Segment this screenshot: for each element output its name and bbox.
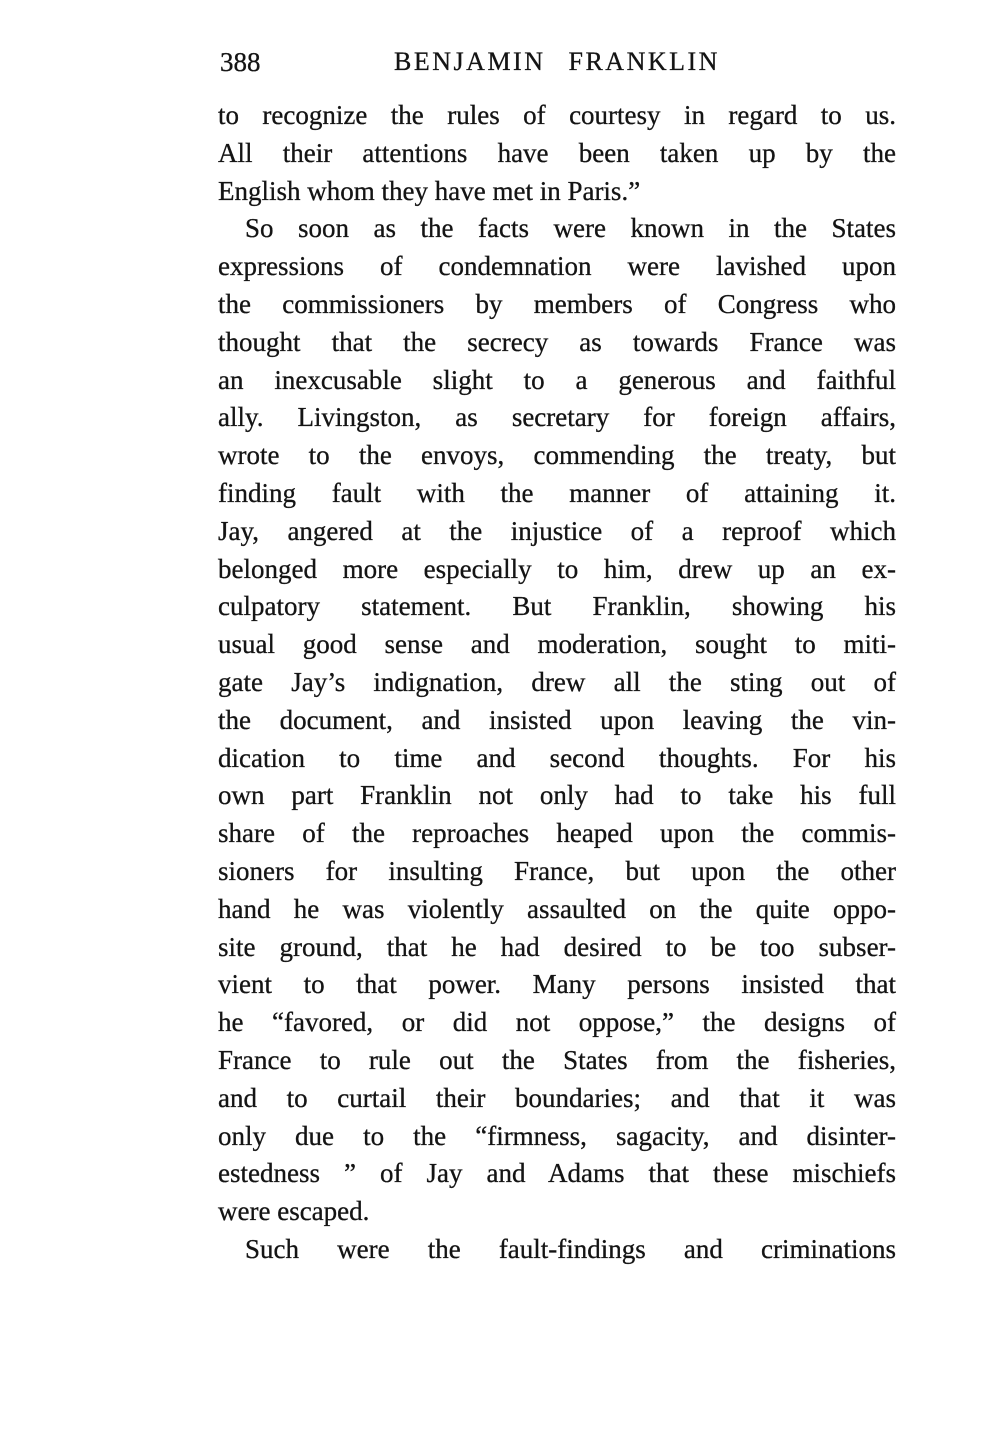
text-line: hand he was violently assaulted on the quite oppo- (218, 893, 896, 924)
text-line: to recognize the rules of courtesy in regard to us. (218, 100, 896, 130)
page-text (218, 97, 896, 1269)
text-line: the document, and insisted upon leaving the vin- (218, 704, 896, 735)
text-line: he “favored, or did not oppose,” the designs of (218, 1007, 896, 1038)
text-line: So soon as the facts were known in the States (245, 213, 896, 244)
page-number: 388 (220, 47, 261, 77)
text-line: own part Franklin not only had to take his full (218, 780, 896, 811)
text-line: Jay, angered at the injustice of a reproof which (218, 515, 896, 546)
text-line: were escaped. (218, 1196, 370, 1227)
text-line: site ground, that he had desired to be too subser- (218, 931, 896, 962)
text-line: thought that the secrecy as towards France was (218, 326, 896, 357)
running-head (218, 47, 896, 81)
text-line: sioners for insulting France, but upon the other (218, 855, 896, 886)
text-line: culpatory statement. But Franklin, showing his (218, 591, 896, 622)
text-line: usual good sense and moderation, sought to miti- (218, 629, 896, 660)
text-line: estedness ” of Jay and Adams that these mischiefs (218, 1158, 896, 1189)
text-line: vient to that power. Many persons insisted that (218, 969, 896, 1000)
text-line: All their attentions have been taken up by the (218, 137, 896, 168)
text-line: expressions of condemnation were lavished upon (218, 251, 896, 282)
text-line: finding fault with the manner of attaining it. (218, 477, 896, 508)
text-line: and to curtail their boundaries; and that it was (218, 1082, 896, 1113)
text-line: dication to time and second thoughts. For his (218, 742, 896, 773)
text-line: an inexcusable slight to a generous and faithful (218, 364, 896, 395)
text-line: English whom they have met in Paris.” (218, 175, 641, 206)
text-line: the commissioners by members of Congress who (218, 288, 896, 319)
text-line: France to rule out the States from the fisheries, (218, 1044, 896, 1075)
text-line: wrote to the envoys, commending the treaty, but (218, 440, 896, 471)
text-line: gate Jay’s indignation, drew all the sting out of (218, 666, 896, 697)
text-line: ally. Livingston, as secretary for foreign affairs, (218, 402, 896, 433)
text-line: share of the reproaches heaped upon the commis- (218, 818, 896, 849)
text-line: Such were the fault-findings and criminations (245, 1233, 896, 1264)
running-header-title: BENJAMIN FRANKLIN (394, 47, 720, 76)
text-line: only due to the “firmness, sagacity, and disinter- (218, 1120, 896, 1151)
text-line: belonged more especially to him, drew up an ex- (218, 553, 896, 584)
